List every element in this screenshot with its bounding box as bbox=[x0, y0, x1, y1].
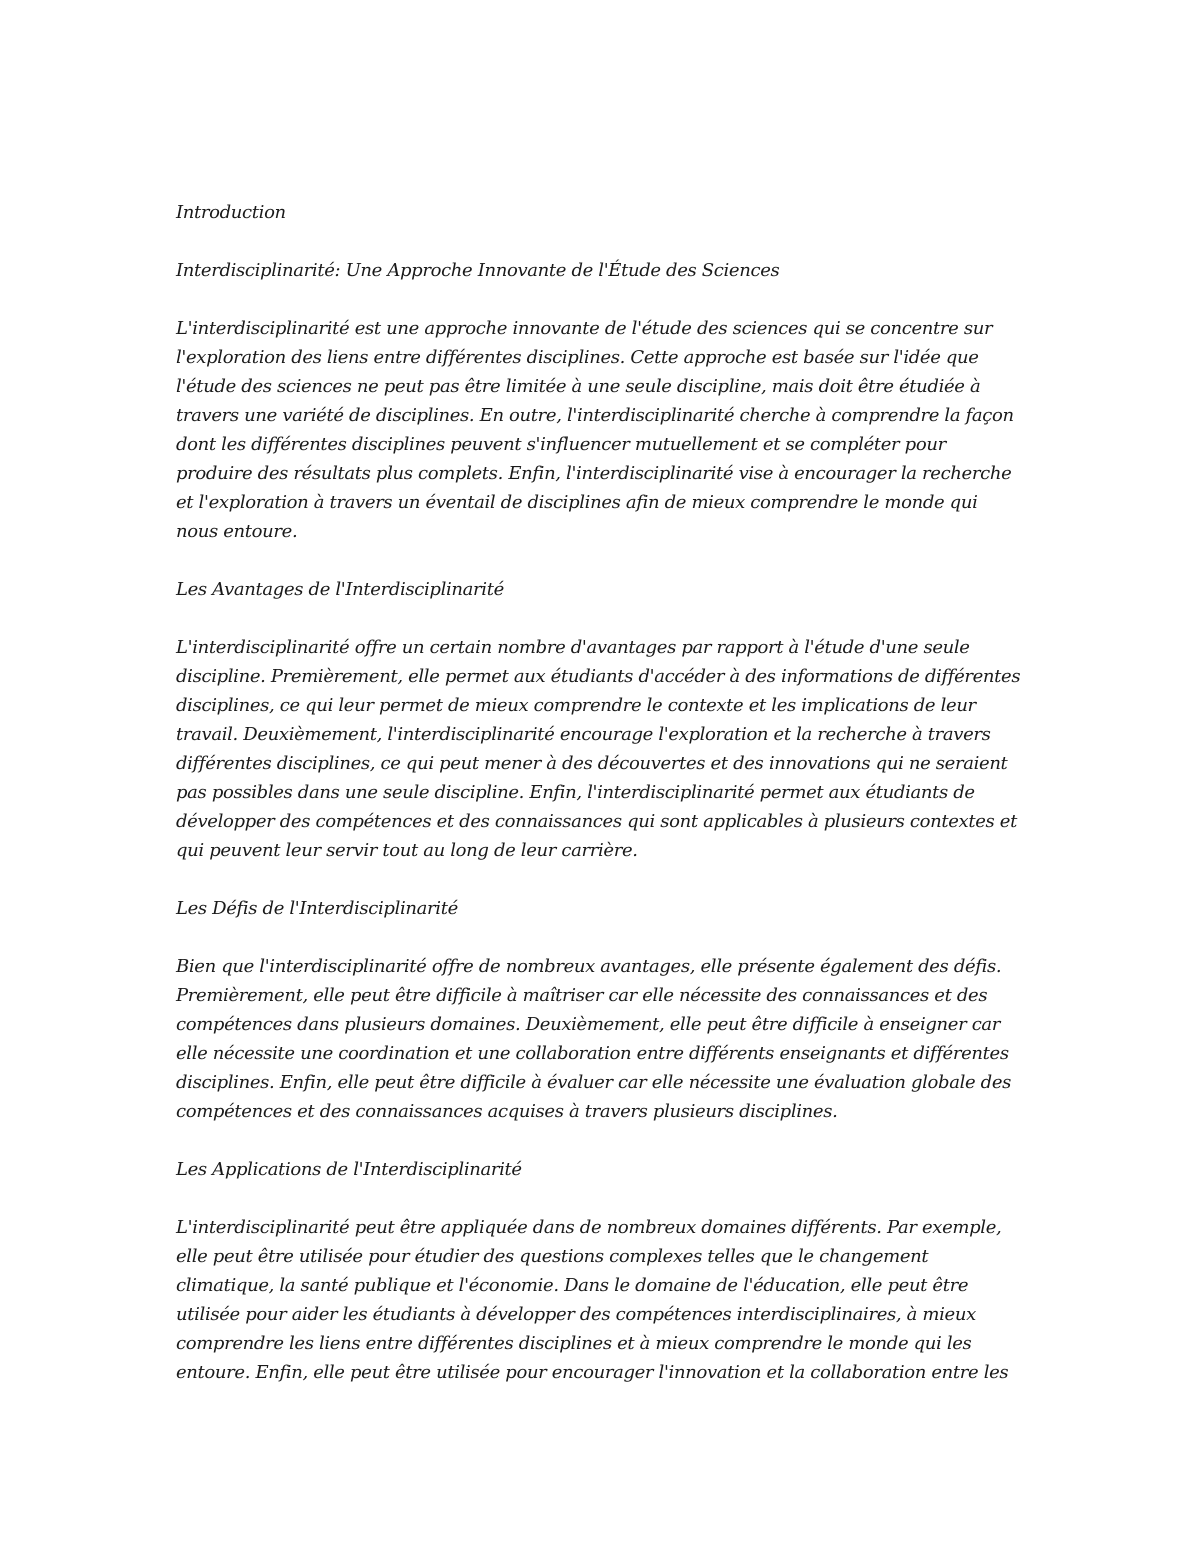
paragraph-applications bbox=[176, 1213, 1036, 1387]
paragraph-line: Bien que l'interdisciplinarité offre de nombreux avantages, elle présente également des défis. bbox=[176, 956, 1002, 977]
paragraph-line: utilisée pour aider les étudiants à développer des compétences interdisciplinaires, à mieux bbox=[176, 1304, 976, 1325]
paragraph-line: produire des résultats plus complets. Enfin, l'interdisciplinarité vise à encourager la recherche bbox=[176, 463, 1012, 484]
paragraph-line: discipline. Premièrement, elle permet aux étudiants d'accéder à des informations de différentes bbox=[176, 666, 1021, 687]
paragraph-line: travail. Deuxièmement, l'interdisciplinarité encourage l'exploration et la recherche à travers bbox=[176, 724, 991, 745]
paragraph-line: comprendre les liens entre différentes disciplines et à mieux comprendre le monde qui les bbox=[176, 1333, 972, 1354]
paragraph-introduction bbox=[176, 314, 1036, 546]
paragraph-line: nous entoure. bbox=[176, 521, 298, 542]
paragraph-line: l'exploration des liens entre différentes disciplines. Cette approche est basée sur l'idée que bbox=[176, 347, 979, 368]
paragraph-line: l'étude des sciences ne peut pas être limitée à une seule discipline, mais doit être étudiée à bbox=[176, 376, 981, 397]
paragraph-line: différentes disciplines, ce qui peut mener à des découvertes et des innovations qui ne seraient bbox=[176, 753, 1008, 774]
paragraph-line: climatique, la santé publique et l'économie. Dans le domaine de l'éducation, elle peut être bbox=[176, 1275, 969, 1296]
heading-challenges: Les Défis de l'Interdisciplinarité bbox=[176, 898, 458, 919]
paragraph-line: dont les différentes disciplines peuvent s'influencer mutuellement et se compléter pour bbox=[176, 434, 946, 455]
paragraph-challenges bbox=[176, 952, 1036, 1126]
heading-applications: Les Applications de l'Interdisciplinarité bbox=[176, 1159, 522, 1180]
paragraph-line: disciplines, ce qui leur permet de mieux comprendre le contexte et les implications de leur bbox=[176, 695, 976, 716]
paragraph-line: Premièrement, elle peut être difficile à maîtriser car elle nécessite des connaissances et des bbox=[176, 985, 988, 1006]
paragraph-line: compétences et des connaissances acquises à travers plusieurs disciplines. bbox=[176, 1101, 838, 1122]
paragraph-line: entoure. Enfin, elle peut être utilisée pour encourager l'innovation et la collaboration entre les bbox=[176, 1362, 1009, 1383]
paragraph-line: elle peut être utilisée pour étudier des questions complexes telles que le changement bbox=[176, 1246, 929, 1267]
paragraph-line: travers une variété de disciplines. En outre, l'interdisciplinarité cherche à comprendre la façon bbox=[176, 405, 1014, 426]
intro-label: Introduction bbox=[176, 202, 286, 223]
paragraph-line: elle nécessite une coordination et une collaboration entre différents enseignants et différentes bbox=[176, 1043, 1009, 1064]
paragraph-line: qui peuvent leur servir tout au long de leur carrière. bbox=[176, 840, 638, 861]
paragraph-line: L'interdisciplinarité peut être appliquée dans de nombreux domaines différents. Par exemple, bbox=[176, 1217, 1002, 1238]
document-title: Interdisciplinarité: Une Approche Innovante de l'Étude des Sciences bbox=[176, 260, 780, 281]
paragraph-line: et l'exploration à travers un éventail de disciplines afin de mieux comprendre le monde qui bbox=[176, 492, 978, 513]
paragraph-line: développer des compétences et des connaissances qui sont applicables à plusieurs contextes et bbox=[176, 811, 1017, 832]
document-body bbox=[176, 198, 1036, 1416]
paragraph-line: compétences dans plusieurs domaines. Deuxièmement, elle peut être difficile à enseigner car bbox=[176, 1014, 1001, 1035]
paragraph-line: L'interdisciplinarité est une approche innovante de l'étude des sciences qui se concentre sur bbox=[176, 318, 993, 339]
paragraph-line: pas possibles dans une seule discipline. Enfin, l'interdisciplinarité permet aux étudiants de bbox=[176, 782, 975, 803]
paragraph-advantages bbox=[176, 633, 1036, 865]
paragraph-line: disciplines. Enfin, elle peut être difficile à évaluer car elle nécessite une évaluation globale des bbox=[176, 1072, 1012, 1093]
paragraph-line: L'interdisciplinarité offre un certain nombre d'avantages par rapport à l'étude d'une seule bbox=[176, 637, 970, 658]
heading-advantages: Les Avantages de l'Interdisciplinarité bbox=[176, 579, 504, 600]
